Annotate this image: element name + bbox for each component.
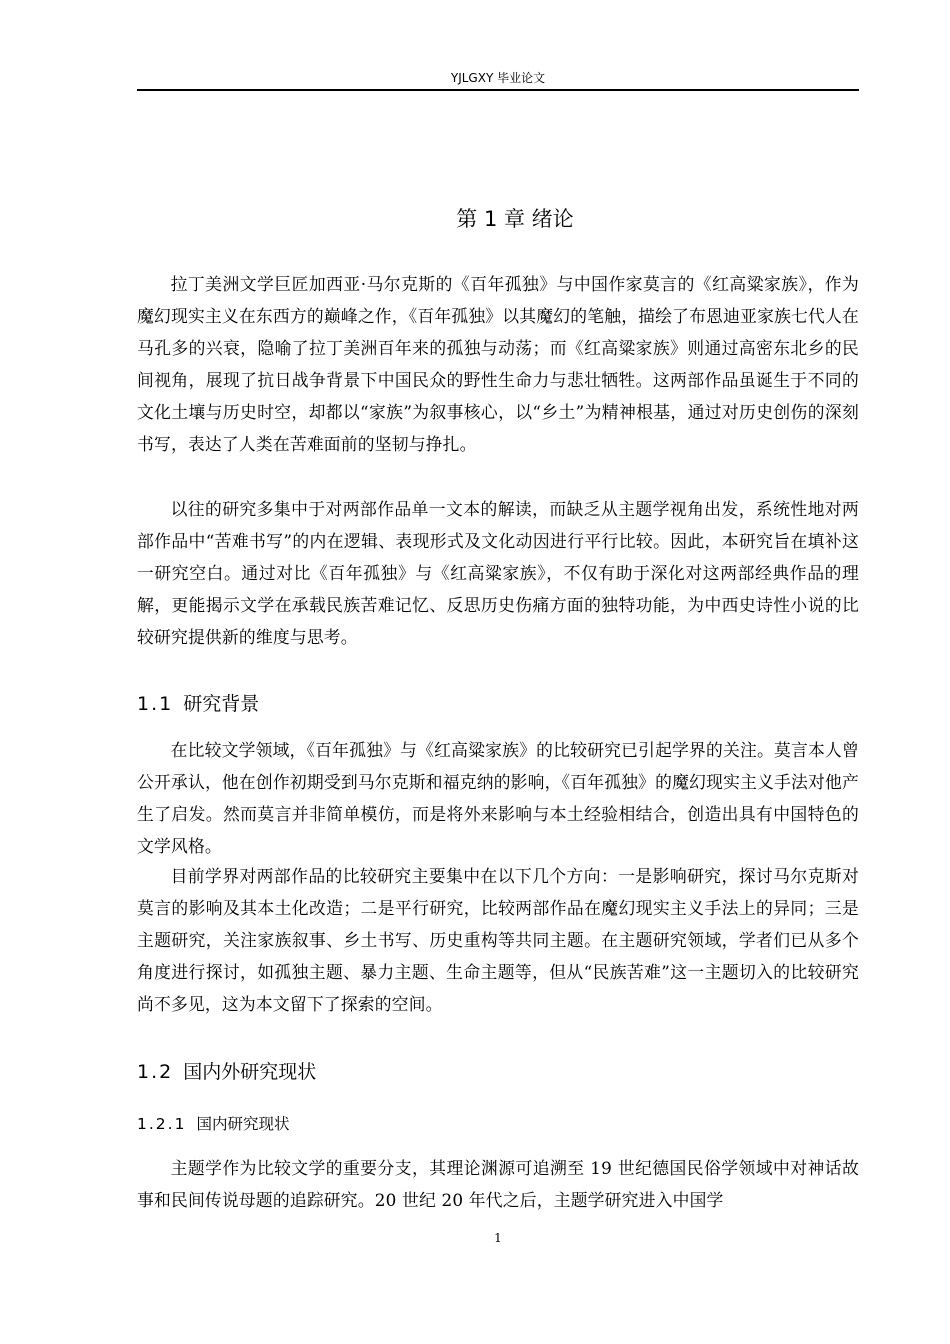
section-number: 1.2 [137, 1061, 174, 1083]
subsection-title: 国内研究现状 [196, 1115, 290, 1133]
header-rule [137, 89, 859, 91]
subsection-heading-1-2-1 [137, 1112, 859, 1136]
section-heading-1-1 [137, 690, 859, 718]
section-title: 研究背景 [183, 693, 260, 715]
chapter-title: 第 1 章 绪论 [456, 207, 574, 231]
page-number: 1 [494, 1231, 502, 1245]
section-heading-1-2 [137, 1058, 859, 1086]
section-title: 国内外研究现状 [183, 1061, 317, 1083]
page-header-title: YJLGXY 毕业论文 [450, 71, 546, 85]
intro-paragraph-2: 以往的研究多集中于对两部作品单一文本的解读，而缺乏从主题学视角出发，系统性地对两部作品中“苦难书写”的内在逻辑、表现形式及文化动因进行平行比较。因此，本研究旨在填补这一研究空白。通过对比《百年孤独》与《红高粱家族》，不仅有助于深化对这两部经典作品的理解，更能揭示文学在承载民族苦难记忆、反思历史伤痛方面的独特功能，为中西史诗性小说的比较研究提供新的维度与思考。 [137, 499, 859, 647]
section-number: 1.1 [137, 693, 174, 715]
section-1-2-1-paragraph-1: 主题学作为比较文学的重要分支，其理论渊源可追溯至 19 世纪德国民俗学领域中对神话故事和民间传说母题的追踪研究。20 世纪 20 年代之后，主题学研究进入中国学 [137, 1158, 859, 1210]
subsection-number: 1.2.1 [137, 1115, 187, 1133]
section-1-1-paragraph-1: 在比较文学领域，《百年孤独》与《红高粱家族》的比较研究已引起学界的关注。莫言本人曾公开承认，他在创作初期受到马尔克斯和福克纳的影响，《百年孤独》的魔幻现实主义手法对他产生了启发。然而莫言并非简单模仿，而是将外来影响与本土经验相结合，创造出具有中国特色的文学风格。 [137, 740, 859, 856]
section-1-1-paragraph-2: 目前学界对两部作品的比较研究主要集中在以下几个方向：一是影响研究，探讨马尔克斯对莫言的影响及其本土化改造；二是平行研究，比较两部作品在魔幻现实主义手法上的异同；三是主题研究，关注家族叙事、乡土书写、历史重构等共同主题。在主题研究领域，学者们已从多个角度进行探讨，如孤独主题、暴力主题、生命主题等，但从“民族苦难”这一主题切入的比较研究尚不多见，这为本文留下了探索的空间。 [137, 866, 859, 1014]
intro-paragraph-1: 拉丁美洲文学巨匠加西亚·马尔克斯的《百年孤独》与中国作家莫言的《红高粱家族》，作为魔幻现实主义在东西方的巅峰之作，《百年孤独》以其魔幻的笔触，描绘了布恩迪亚家族七代人在马孔多的兴衰，隐喻了拉丁美洲百年来的孤独与动荡；而《红高粱家族》则通过高密东北乡的民间视角，展现了抗日战争背景下中国民众的野性生命力与悲壮牺牲。这两部作品虽诞生于不同的文化土壤与历史时空，却都以“家族”为叙事核心，以“乡土”为精神根基，通过对历史创伤的深刻书写，表达了人类在苦难面前的坚韧与挣扎。 [137, 274, 859, 454]
